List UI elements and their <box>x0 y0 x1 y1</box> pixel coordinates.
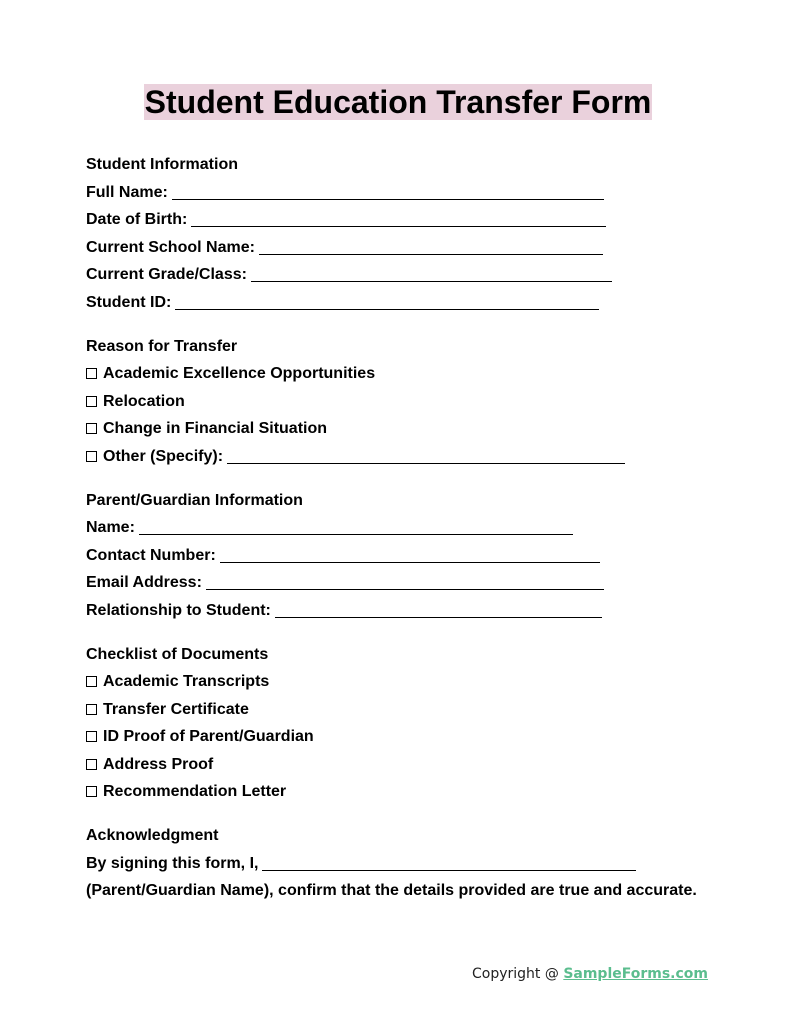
other-specify-input-line[interactable] <box>227 447 625 464</box>
checkbox-label: Change in Financial Situation <box>103 420 328 438</box>
checkbox-item-address-proof <box>86 751 766 779</box>
acknowledgment-text: By signing this form, I, <box>86 854 259 872</box>
field-label: Contact Number: <box>86 546 216 564</box>
field-label: Email Address: <box>86 574 202 592</box>
checkbox-item-transcripts <box>86 668 766 696</box>
field-label: Student ID: <box>86 293 172 311</box>
checkbox-icon[interactable] <box>86 676 97 687</box>
section-gap <box>86 471 766 487</box>
field-contact-number <box>86 542 766 570</box>
current-school-input-line[interactable] <box>259 238 603 255</box>
checkbox-icon[interactable] <box>86 786 97 797</box>
section-heading-reason: Reason for Transfer <box>86 337 238 355</box>
field-current-grade <box>86 261 766 289</box>
student-id-input-line[interactable] <box>175 293 599 310</box>
checkbox-icon[interactable] <box>86 731 97 742</box>
full-name-input-line[interactable] <box>172 183 604 200</box>
section-heading-guardian: Parent/Guardian Information <box>86 491 303 509</box>
checkbox-item-relocation <box>86 388 766 416</box>
field-label: Relationship to Student: <box>86 601 271 619</box>
checkbox-icon[interactable] <box>86 704 97 715</box>
form-body <box>86 151 766 905</box>
field-guardian-name <box>86 514 766 542</box>
field-label: Date of Birth: <box>86 211 188 229</box>
field-full-name <box>86 179 766 207</box>
section-gap <box>86 806 766 822</box>
checkbox-label: Address Proof <box>103 755 214 773</box>
checkbox-icon[interactable] <box>86 423 97 434</box>
field-email-address <box>86 569 766 597</box>
field-student-id <box>86 289 766 317</box>
checkbox-item-id-proof <box>86 723 766 751</box>
section-heading-acknowledgment: Acknowledgment <box>86 827 219 845</box>
title-wrapper <box>0 84 796 120</box>
footer-copyright <box>472 964 708 984</box>
checkbox-label: Transfer Certificate <box>103 700 249 718</box>
checkbox-item-transfer-certificate <box>86 696 766 724</box>
acknowledgment-line-2 <box>86 877 766 905</box>
field-label: Current Grade/Class: <box>86 266 247 284</box>
date-of-birth-input-line[interactable] <box>191 210 606 227</box>
signer-name-input-line[interactable] <box>262 854 636 871</box>
acknowledgment-text: (Parent/Guardian Name), confirm that the details provided are true and accurate. <box>86 882 697 900</box>
checkbox-label: Relocation <box>103 392 185 410</box>
sampleforms-link[interactable]: SampleForms.com <box>563 966 709 982</box>
checkbox-icon[interactable] <box>86 368 97 379</box>
current-grade-input-line[interactable] <box>251 265 612 282</box>
section-gap <box>86 625 766 641</box>
page-title: Student Education Transfer Form <box>144 84 652 120</box>
checkbox-label: Recommendation Letter <box>103 783 287 801</box>
field-label: Full Name: <box>86 183 168 201</box>
checkbox-item-recommendation <box>86 778 766 806</box>
checkbox-icon[interactable] <box>86 759 97 770</box>
section-gap <box>86 317 766 333</box>
checkbox-label: Other (Specify): <box>103 447 224 465</box>
field-current-school <box>86 234 766 262</box>
field-label: Name: <box>86 519 135 537</box>
checkbox-icon[interactable] <box>86 451 97 462</box>
checkbox-item-financial <box>86 415 766 443</box>
checkbox-item-other <box>86 443 766 471</box>
field-label: Current School Name: <box>86 238 255 256</box>
checkbox-item-academic-excellence <box>86 360 766 388</box>
checkbox-label: Academic Excellence Opportunities <box>103 365 376 383</box>
section-heading-student-info: Student Information <box>86 156 238 173</box>
email-address-input-line[interactable] <box>206 573 604 590</box>
copyright-text: Copyright @ <box>472 966 559 982</box>
field-relationship <box>86 597 766 625</box>
checkbox-label: ID Proof of Parent/Guardian <box>103 728 314 746</box>
checkbox-icon[interactable] <box>86 396 97 407</box>
checkbox-label: Academic Transcripts <box>103 673 270 691</box>
contact-number-input-line[interactable] <box>220 546 600 563</box>
guardian-name-input-line[interactable] <box>139 518 573 535</box>
acknowledgment-line-1 <box>86 850 766 878</box>
relationship-input-line[interactable] <box>275 601 602 618</box>
field-date-of-birth <box>86 206 766 234</box>
section-heading-documents: Checklist of Documents <box>86 645 269 663</box>
